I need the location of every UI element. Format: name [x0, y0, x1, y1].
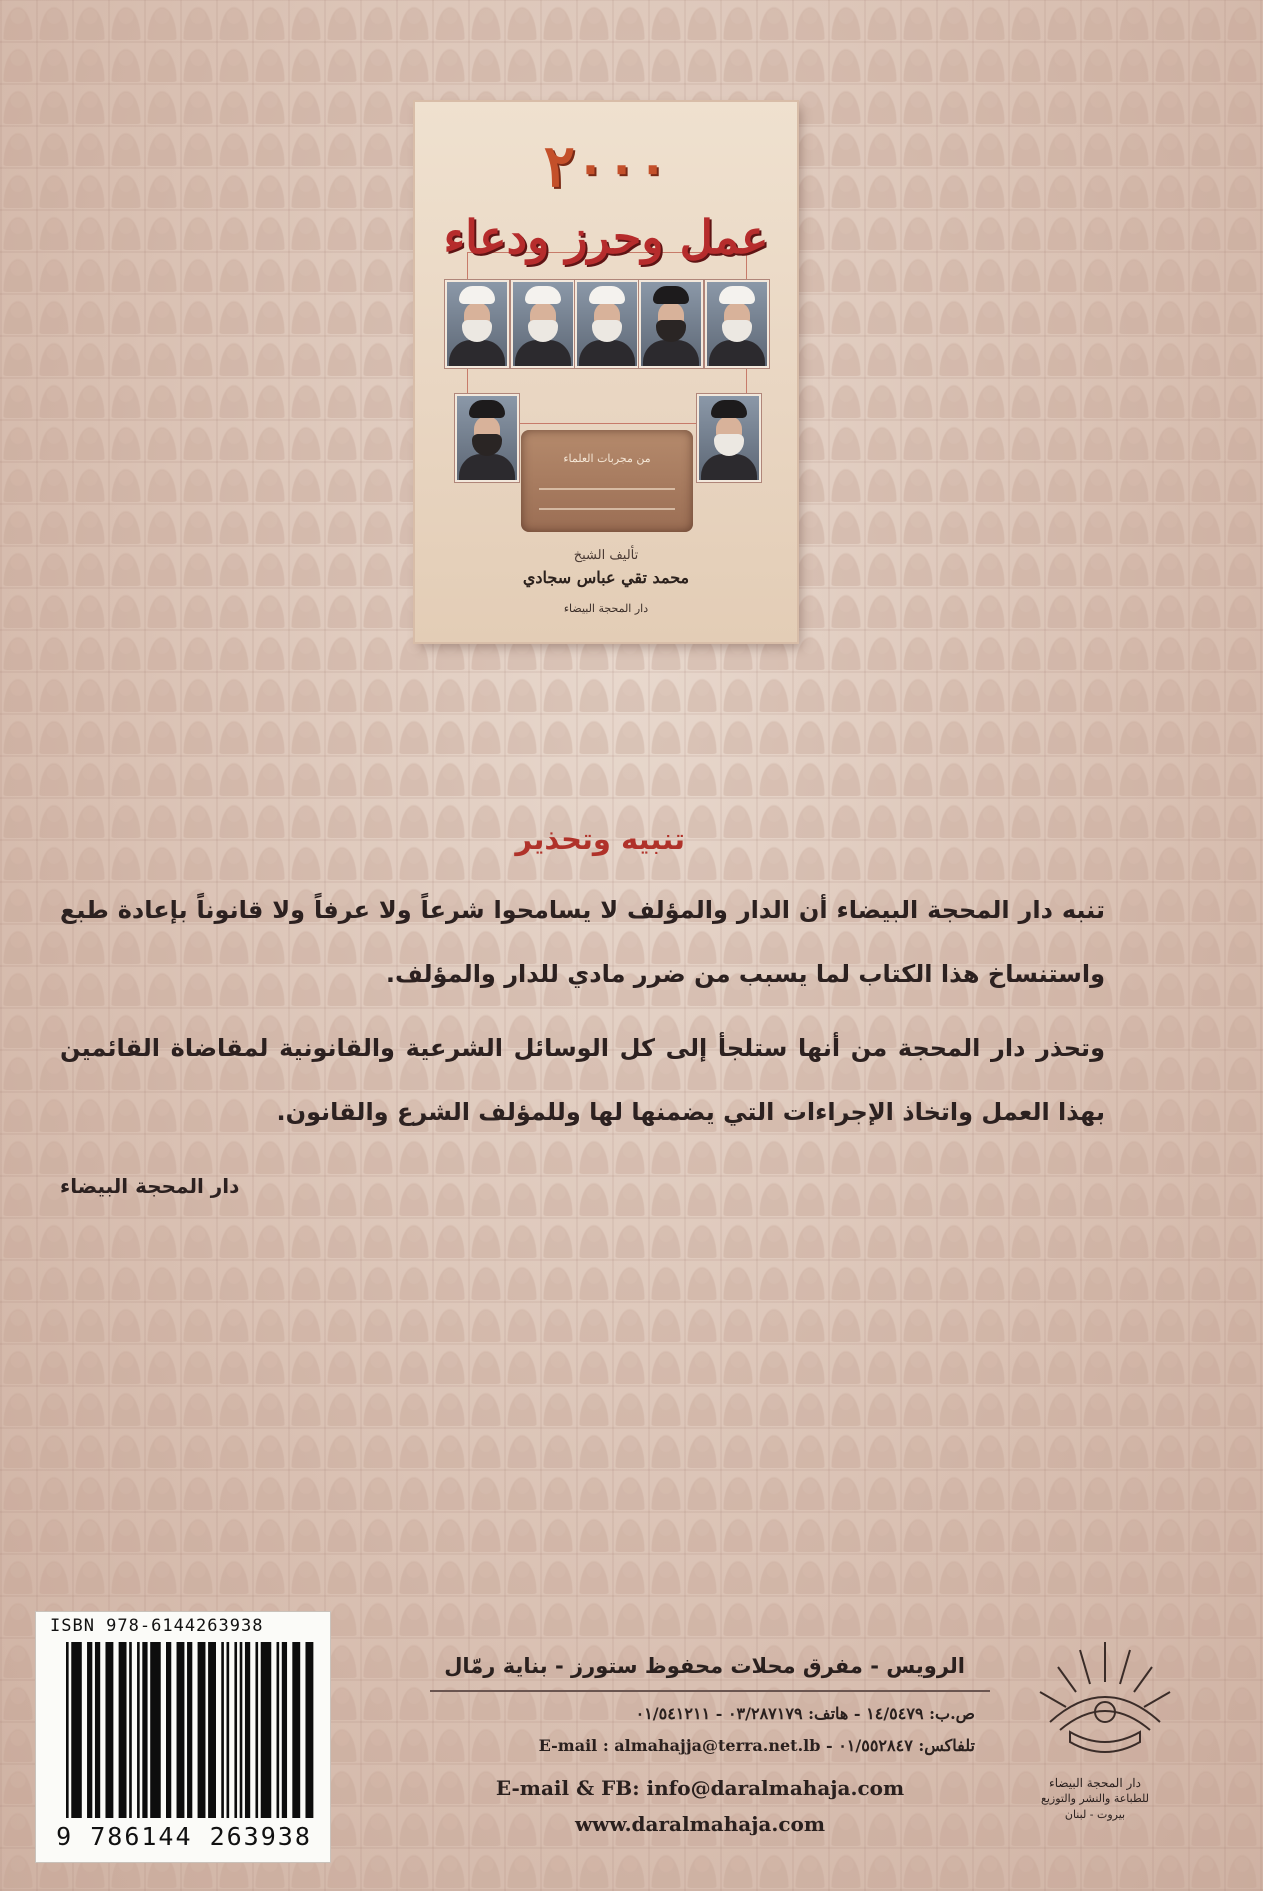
cover-scroll — [521, 430, 693, 532]
isbn-text: ISBN 978-6144263938 — [50, 1616, 264, 1636]
notice-paragraph-2: وتحذر دار المحجة من أنها ستلجأ إلى كل الوسائل الشرعية والقانونية لمقاضاة القائمين بهذا العمل واتخاذ الإجراءات التي يضمنها لها وللمؤلف الشرع والقانون. — [60, 1034, 1105, 1126]
scholar-portrait — [697, 394, 761, 482]
barcode-bars — [66, 1642, 316, 1818]
barcode-number: 9 786144 263938 — [56, 1822, 312, 1851]
pattern-row — [0, 672, 1263, 714]
pattern-row — [0, 1386, 1263, 1428]
scholar-portrait — [575, 280, 639, 368]
barcode-bar — [292, 1642, 300, 1818]
barcode-bar — [305, 1642, 313, 1818]
publisher-address: الرويس - مفرق محلات محفوظ ستورز - بناية رمّال — [444, 1654, 965, 1678]
barcode — [36, 1612, 330, 1862]
pattern-row — [0, 42, 1263, 84]
pattern-row — [0, 1512, 1263, 1554]
barcode-bar — [71, 1642, 82, 1818]
barcode-bar — [240, 1642, 243, 1818]
barcode-bar — [255, 1642, 258, 1818]
scholar-portrait — [445, 280, 509, 368]
pattern-row — [0, 1260, 1263, 1302]
barcode-bar — [282, 1642, 287, 1818]
scroll-line — [539, 494, 675, 510]
barcode-bar — [166, 1642, 171, 1818]
cover-title: عمل وحرز ودعاء — [443, 210, 769, 264]
barcode-bar — [221, 1642, 224, 1818]
pattern-row — [0, 1428, 1263, 1470]
pattern-row — [0, 714, 1263, 756]
pattern-row — [0, 1344, 1263, 1386]
cover-author-label: تأليف الشيخ — [573, 548, 639, 563]
publisher-logo-icon — [1010, 1612, 1200, 1802]
barcode-bar — [95, 1642, 100, 1818]
logo-subtitle: للطباعة والنشر والتوزيع — [1040, 1792, 1149, 1805]
scroll-text: من مجربات العلماء — [563, 452, 651, 465]
scholar-portrait — [639, 280, 703, 368]
logo-location: بيروت - لبنان — [1064, 1808, 1126, 1821]
cover-author: محمد تقي عباس سجادي — [522, 568, 690, 587]
barcode-bar — [177, 1642, 185, 1818]
pattern-row — [0, 1218, 1263, 1260]
pattern-row — [0, 1302, 1263, 1344]
notice-heading: تنبيه وتحذير — [515, 822, 685, 856]
book-cover-thumbnail — [415, 102, 797, 642]
cover-number: ٢٠٠٠ — [543, 132, 669, 200]
publisher-email-fb: E-mail & FB: info@daralmahaja.com — [495, 1776, 905, 1800]
barcode-bar — [105, 1642, 113, 1818]
notice-signature: دار المحجة البيضاء — [60, 1174, 240, 1198]
barcode-bar — [227, 1642, 230, 1818]
barcode-bar — [87, 1642, 92, 1818]
pattern-row — [0, 1554, 1263, 1596]
barcode-bar — [129, 1642, 132, 1818]
barcode-bar — [66, 1642, 69, 1818]
publisher-email: تلفاكس: ٠١/٥٥٢٨٤٧ - E-mail : almahajja@terra.net.lb — [538, 1736, 975, 1755]
scroll-line — [539, 474, 675, 490]
scholar-portrait — [511, 280, 575, 368]
pattern-row — [0, 0, 1263, 42]
barcode-bar — [234, 1642, 237, 1818]
barcode-bar — [261, 1642, 272, 1818]
notice-paragraph-1: تنبه دار المحجة البيضاء أن الدار والمؤلف لا يسامحوا شرعاً ولا عرفاً ولا قانوناً بإعادة طبع واستنساخ هذا الكتاب لما يسبب من ضرر مادي للدار والمؤلف. — [60, 896, 1105, 988]
barcode-bar — [187, 1642, 192, 1818]
barcode-bar — [208, 1642, 216, 1818]
barcode-bar — [245, 1642, 250, 1818]
barcode-bar — [277, 1642, 280, 1818]
pattern-row — [0, 1470, 1263, 1512]
barcode-bar — [150, 1642, 161, 1818]
publisher-website: www.daralmahaja.com — [574, 1812, 826, 1836]
barcode-bar — [142, 1642, 147, 1818]
barcode-bar — [119, 1642, 127, 1818]
scholar-portrait — [455, 394, 519, 482]
cover-publisher: دار المحجة البيضاء — [563, 602, 649, 615]
barcode-bar — [137, 1642, 140, 1818]
scholar-portrait — [705, 280, 769, 368]
logo-name: دار المحجة البيضاء — [1049, 1776, 1141, 1790]
pattern-row — [0, 756, 1263, 798]
publisher-contact: ص.ب: ١٤/٥٤٧٩ - هاتف: ٠٣/٢٨٧١٧٩ - ٠١/٥٤١٢١١ — [635, 1704, 975, 1723]
divider — [430, 1690, 990, 1692]
barcode-bar — [198, 1642, 206, 1818]
